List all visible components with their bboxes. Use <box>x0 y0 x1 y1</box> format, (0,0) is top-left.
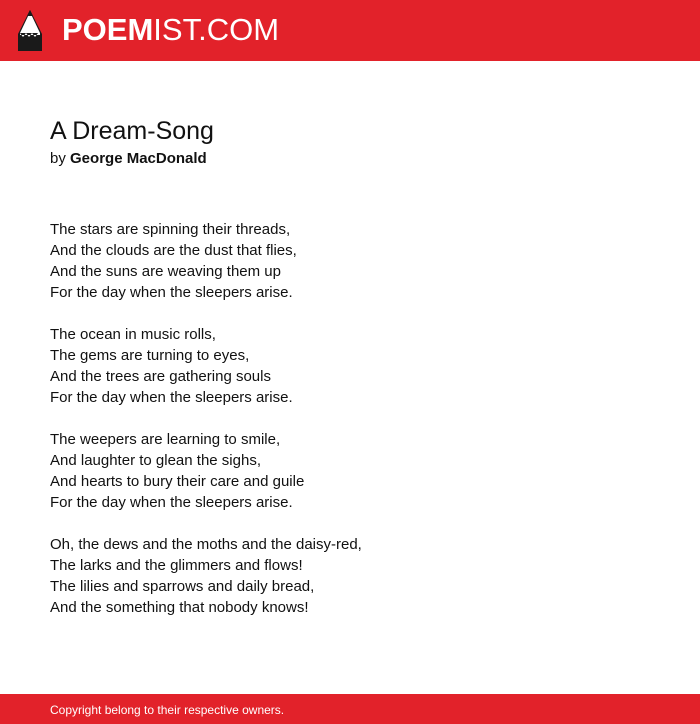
poem-line: And laughter to glean the sighs, <box>50 452 261 469</box>
logo-light-text: IST.COM <box>153 12 280 47</box>
poem-title: A Dream-Song <box>50 117 214 145</box>
stanza <box>50 324 650 408</box>
stanza <box>50 429 650 513</box>
site-header <box>0 0 700 61</box>
copyright-text: Copyright belong to their respective owners. <box>50 703 285 717</box>
poem-line: For the day when the sleepers arise. <box>50 494 293 511</box>
pencil-tip-icon[interactable] <box>18 10 42 51</box>
poem-line: The gems are turning to eyes, <box>50 347 250 364</box>
poem-line: The larks and the glimmers and flows! <box>50 557 303 574</box>
poem-line: And the something that nobody knows! <box>50 599 309 616</box>
site-logo[interactable] <box>62 12 279 48</box>
author-name: George MacDonald <box>70 150 207 167</box>
stanza <box>50 219 650 303</box>
poem-line: And the clouds are the dust that flies, <box>50 242 297 259</box>
poem-line: For the day when the sleepers arise. <box>50 284 293 301</box>
poem-line: The ocean in music rolls, <box>50 326 216 343</box>
by-label: by <box>50 150 66 167</box>
poem-line: And the trees are gathering souls <box>50 368 271 385</box>
poem-line: The stars are spinning their threads, <box>50 221 291 238</box>
poem-body <box>50 219 650 639</box>
poem-line: The lilies and sparrows and daily bread, <box>50 578 315 595</box>
poem-line: And hearts to bury their care and guile <box>50 473 305 490</box>
poem-line: Oh, the dews and the moths and the daisy-red, <box>50 536 362 553</box>
poem-line: And the suns are weaving them up <box>50 263 281 280</box>
site-footer <box>0 694 700 724</box>
stanza <box>50 534 650 618</box>
poem-line: The weepers are learning to smile, <box>50 431 281 448</box>
byline <box>50 149 207 169</box>
logo-bold-text: POEM <box>62 12 154 47</box>
poem-line: For the day when the sleepers arise. <box>50 389 293 406</box>
